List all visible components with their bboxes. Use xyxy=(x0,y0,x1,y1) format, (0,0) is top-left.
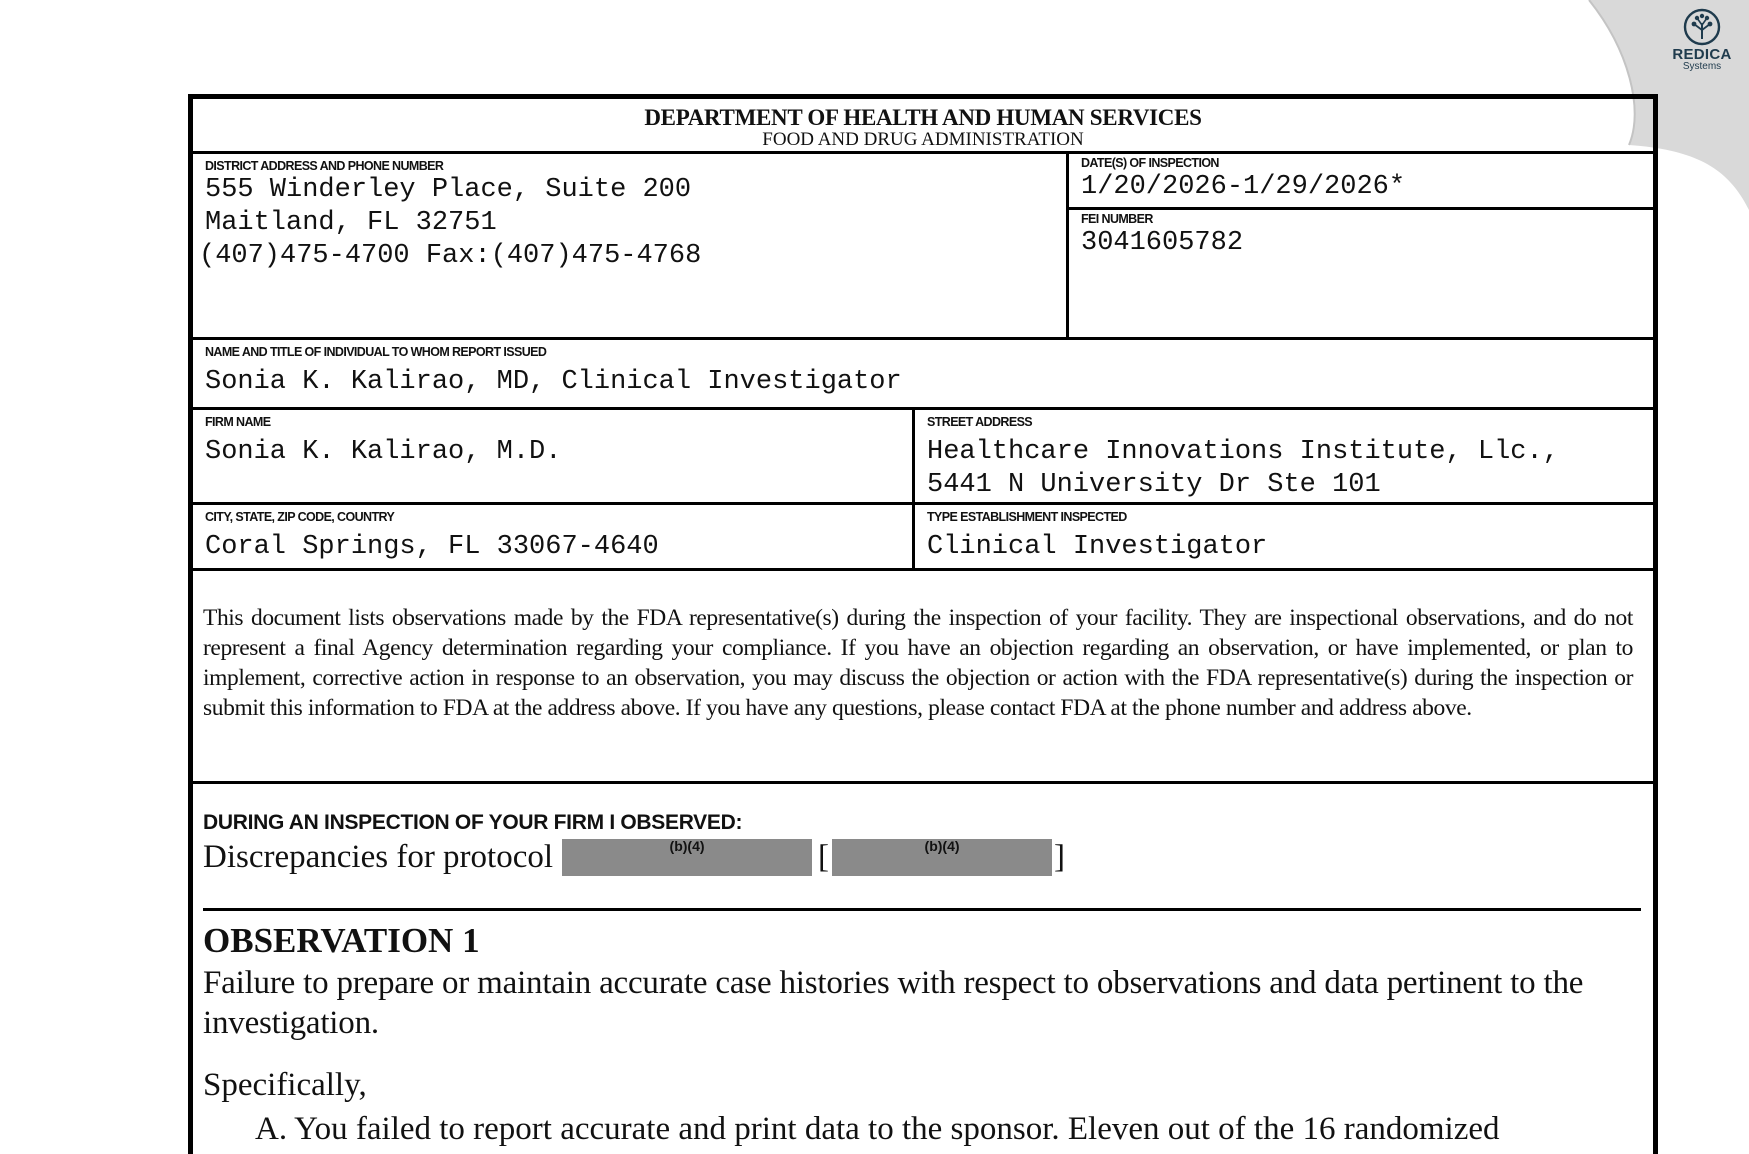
inspection-info-cell xyxy=(1066,154,1653,337)
district-line-3: (407)475-4700 Fax:(407)475-4768 xyxy=(199,241,702,271)
fei-number-cell xyxy=(1069,210,1653,337)
redica-logo[interactable] xyxy=(1665,8,1739,72)
street-address-line-2: 5441 N University Dr Ste 101 xyxy=(927,470,1381,500)
notice-paragraph: This document lists observations made by the FDA representative(s) during the inspection of your facility. They are inspectional observations, and do not represent a final Agency determination regarding your compliance. If you have an objection regarding an observation, or have implemented, or plan to implement, corrective action in response to an observation, you may discuss the objection or action with the FDA representative(s) during the inspection or submit this information to FDA at the address above. If you have any questions, please contact FDA at the phone number and address above. xyxy=(193,571,1653,784)
observation-item-a: A. You failed to report accurate and print data to the sponsor. Eleven out of the 16 randomized xyxy=(255,1111,1500,1147)
inspection-dates-cell xyxy=(1069,154,1653,210)
fei-number-label: FEI NUMBER xyxy=(1081,212,1153,226)
individual-label: NAME AND TITLE OF INDIVIDUAL TO WHOM REPORT ISSUED xyxy=(205,345,547,359)
tree-network-icon xyxy=(1682,8,1722,46)
protocol-prefix: Discrepancies for protocol xyxy=(203,839,554,875)
district-row xyxy=(193,154,1653,340)
city-row xyxy=(193,505,1653,571)
department-title: DEPARTMENT OF HEALTH AND HUMAN SERVICES xyxy=(644,105,1202,130)
street-address-line-1: Healthcare Innovations Institute, Llc., xyxy=(927,437,1559,467)
individual-value: Sonia K. Kalirao, MD, Clinical Investigator xyxy=(205,367,902,397)
city-label: CITY, STATE, ZIP CODE, COUNTRY xyxy=(205,510,395,524)
firm-name-label: FIRM NAME xyxy=(205,415,271,429)
city-cell xyxy=(193,505,912,568)
agency-title: FOOD AND DRUG ADMINISTRATION xyxy=(762,129,1084,150)
protocol-line xyxy=(203,836,1653,878)
establishment-type-value: Clinical Investigator xyxy=(927,532,1268,562)
firm-name-value: Sonia K. Kalirao, M.D. xyxy=(205,437,562,467)
district-line-2: Maitland, FL 32751 xyxy=(205,208,497,238)
logo-name: REDICA xyxy=(1672,46,1732,63)
street-address-cell xyxy=(912,410,1653,502)
redaction-box xyxy=(832,839,1052,876)
establishment-type-cell xyxy=(912,505,1653,568)
fda-483-form xyxy=(188,94,1658,1154)
city-value: Coral Springs, FL 33067-4640 xyxy=(205,532,659,562)
section-divider xyxy=(203,908,1641,911)
inspection-dates-label: DATE(S) OF INSPECTION xyxy=(1081,156,1219,170)
inspection-dates-value: 1/20/2026-1/29/2026* xyxy=(1081,172,1406,202)
firm-name-cell xyxy=(193,410,912,502)
observation-text: Failure to prepare or maintain accurate case histories with respect to observations and data pertinent to the investigation. xyxy=(203,965,1584,1041)
district-label: DISTRICT ADDRESS AND PHONE NUMBER xyxy=(205,159,444,173)
individual-cell xyxy=(193,340,1653,407)
observation-specifically: Specifically, xyxy=(203,1067,367,1103)
district-line-1: 555 Winderley Place, Suite 200 xyxy=(205,175,692,205)
redaction-label: (b)(4) xyxy=(669,837,705,854)
bracket-open: [ xyxy=(818,839,830,875)
observation-title: OBSERVATION 1 xyxy=(203,921,480,960)
redaction-box xyxy=(562,839,812,876)
observations-section xyxy=(193,784,1653,1149)
firm-row xyxy=(193,410,1653,505)
observed-heading: DURING AN INSPECTION OF YOUR FIRM I OBSERVED: xyxy=(203,811,743,834)
fei-number-value: 3041605782 xyxy=(1081,228,1244,258)
establishment-type-label: TYPE ESTABLISHMENT INSPECTED xyxy=(927,510,1127,524)
redaction-label: (b)(4) xyxy=(924,837,960,854)
logo-subtitle: Systems xyxy=(1682,61,1722,72)
individual-row xyxy=(193,340,1653,410)
form-header xyxy=(193,99,1653,154)
bracket-close: ] xyxy=(1054,839,1066,875)
district-cell xyxy=(193,154,1066,337)
street-address-label: STREET ADDRESS xyxy=(927,415,1033,429)
